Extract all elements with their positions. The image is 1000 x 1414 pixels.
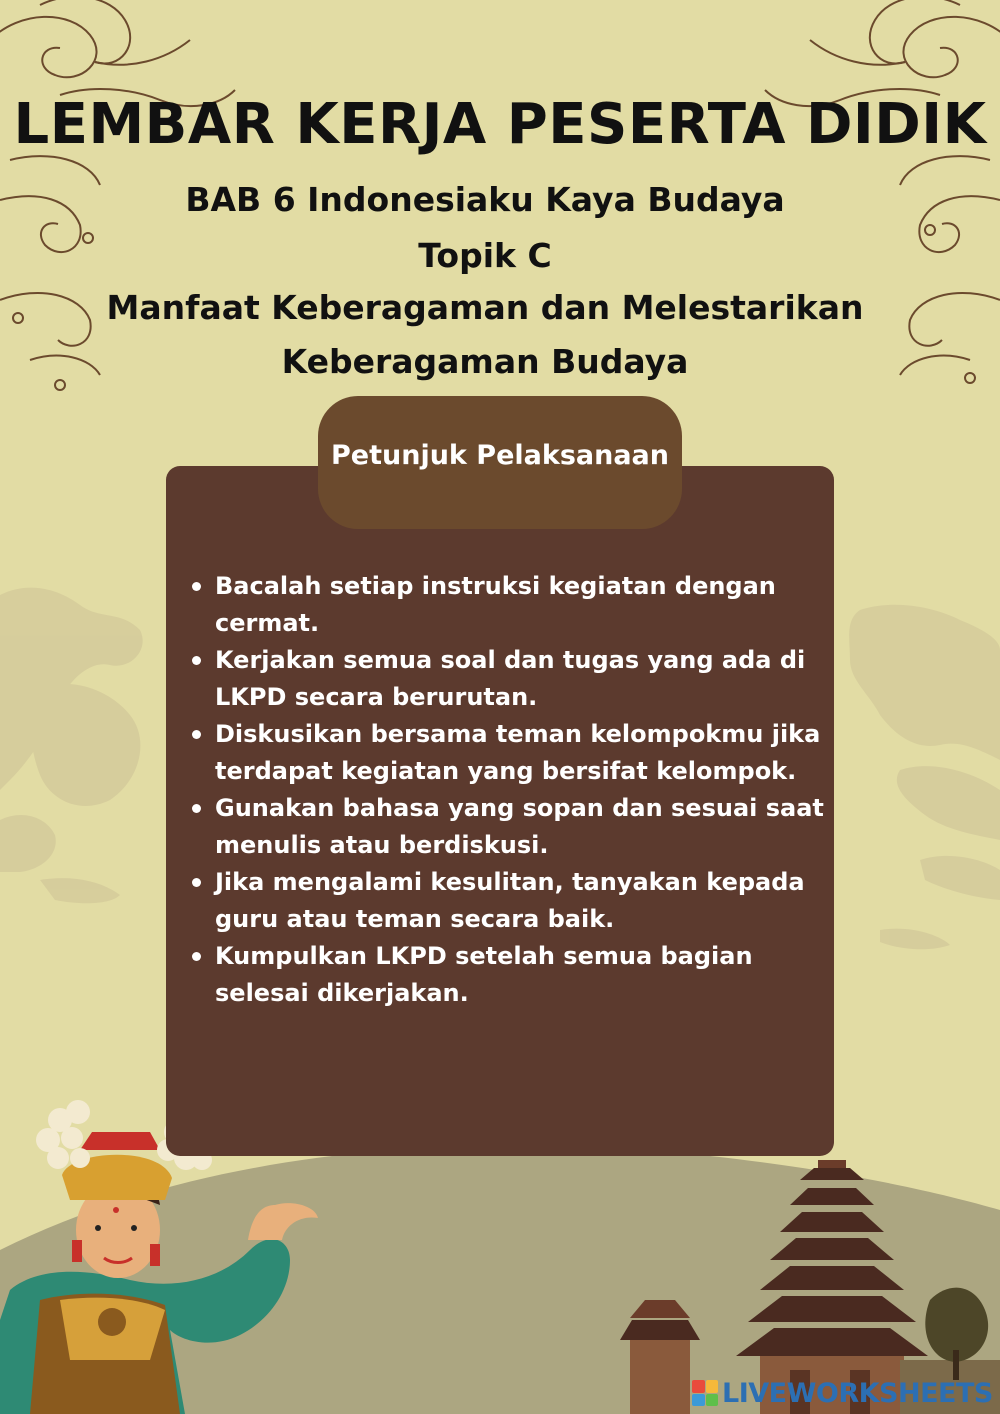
topic-heading: Topik C bbox=[418, 236, 552, 275]
list-item-line: LKPD secara berurutan. bbox=[215, 683, 538, 711]
list-item-line: Jika mengalami kesulitan, tanyakan kepada bbox=[215, 868, 805, 896]
chapter-heading: BAB 6 Indonesiaku Kaya Budaya bbox=[185, 180, 785, 219]
bullet-dot-icon bbox=[192, 878, 201, 887]
bullet-dot-icon bbox=[192, 656, 201, 665]
list-item bbox=[192, 864, 832, 938]
instructions-heading: Petunjuk Pelaksanaan bbox=[331, 440, 669, 471]
list-item-line: cermat. bbox=[215, 609, 320, 637]
liveworksheets-watermark[interactable] bbox=[692, 1376, 993, 1410]
list-item-line: guru atau teman secara baik. bbox=[215, 905, 615, 933]
list-item-line: Diskusikan bersama teman kelompokmu jika bbox=[215, 720, 821, 748]
list-item-line: Gunakan bahasa yang sopan dan sesuai saat bbox=[215, 794, 824, 822]
bullet-dot-icon bbox=[192, 804, 201, 813]
map-silhouette-icon bbox=[849, 605, 1000, 949]
bullet-dot-icon bbox=[192, 952, 201, 961]
subtitle-line-1: Manfaat Keberagaman dan Melestarikan bbox=[106, 288, 864, 327]
subtitle-line-2: Keberagaman Budaya bbox=[281, 342, 689, 381]
watermark-text: LIVEWORKSHEETS bbox=[722, 1377, 993, 1409]
map-silhouette-icon bbox=[0, 588, 143, 904]
list-item-line: Kumpulkan LKPD setelah semua bagian bbox=[215, 942, 753, 970]
list-item-line: Bacalah setiap instruksi kegiatan dengan bbox=[215, 572, 776, 600]
list-item-line: Kerjakan semua soal dan tugas yang ada di bbox=[215, 646, 806, 674]
list-item-line: terdapat kegiatan yang bersifat kelompok. bbox=[215, 757, 797, 785]
list-item bbox=[192, 716, 832, 790]
list-item bbox=[192, 790, 832, 864]
bullet-dot-icon bbox=[192, 730, 201, 739]
list-item bbox=[192, 938, 832, 1012]
liveworksheets-logo-icon bbox=[692, 1380, 718, 1406]
bullet-dot-icon bbox=[192, 582, 201, 591]
list-item bbox=[192, 568, 832, 642]
list-item-line: menulis atau berdiskusi. bbox=[215, 831, 549, 859]
instructions-list bbox=[192, 568, 832, 1012]
list-item-line: selesai dikerjakan. bbox=[215, 979, 469, 1007]
page-title: LEMBAR KERJA PESERTA DIDIK bbox=[13, 92, 987, 157]
list-item bbox=[192, 642, 832, 716]
